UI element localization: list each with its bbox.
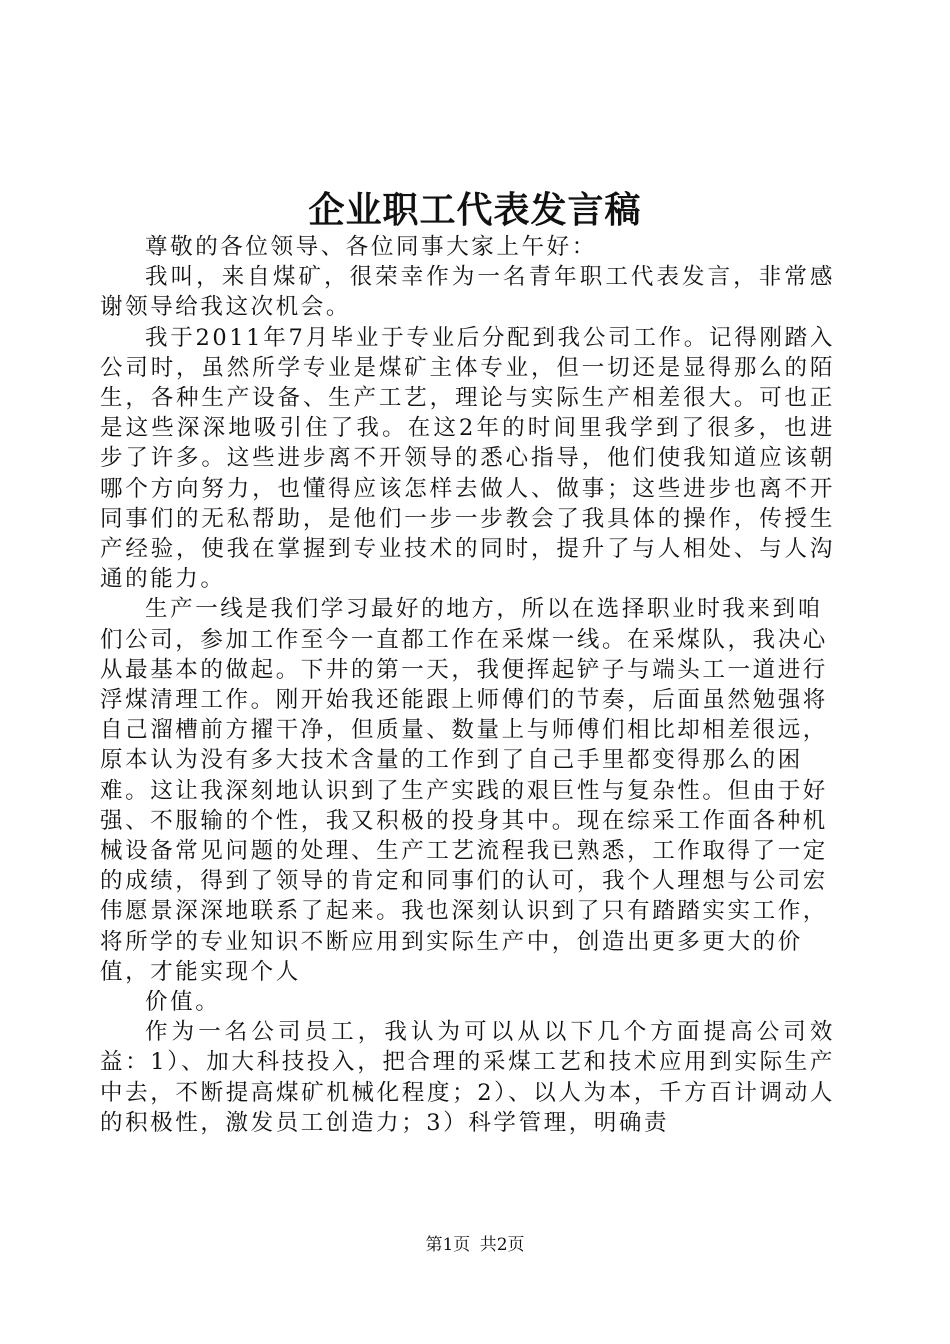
page-total: 共2页: [479, 1235, 525, 1255]
paragraph-frontline: 生产一线是我们学习最好的地方，所以在选择职业时我来到咱们公司，参加工作至今一直都工作在采煤一线。在采煤队，我决心从最基本的做起。下井的第一天，我便挥起铲子与端头工一道进行浮煤清理工作。刚开始我还能跟上师傅们的节奏，后面虽然勉强将自己溜槽前方擢干净，但质量、数量上与师傅们相比却相差很远，原本认为没有多大技术含量的工作到了自己手里都变得那么的困难。这让我深刻地认识到了生产实践的艰巨性与复杂性。但由于好强、不服输的个性，我又积极的投身其中。现在综采工作面各种机械设备常见问题的处理、生产工艺流程我已熟悉，工作取得了一定的成绩，得到了领导的肯定和同事们的认可，我个人理想与公司宏伟愿景深深地联系了起来。我也深刻认识到了只有踏踏实实工作，将所学的专业知识不断应用到实际生产中，创造出更多更大的价值，才能实现个人: [100, 596, 828, 985]
paragraph-greeting: 尊敬的各位领导、各位同事大家上午好：: [145, 234, 597, 260]
paragraph-experience: 我于2011年7月毕业于专业后分配到我公司工作。记得刚踏入公司时，虽然所学专业是煤矿主体专业，但一切还是显得那么的陌生，各种生产设备、生产工艺，理论与实际生产相差很大。可也正是这些深深地吸引住了我。在这2年的时间里我学到了很多，也进步了许多。这些进步离不开领导的悉心指导，他们使我知道应该朝哪个方向努力，也懂得应该怎样去做人、做事；这些进步也离不开同事们的无私帮助，是他们一步一步教会了我具体的操作，传授生产经验，使我在掌握到专业技术的同时，提升了与人相处、与人沟通的能力。: [100, 324, 835, 593]
page-footer: [0, 1234, 950, 1256]
paragraph-value: 价值。: [145, 989, 221, 1016]
document-title: 企业职工代表发言稿: [308, 189, 642, 231]
document-body: [100, 232, 835, 1138]
page-number: 第1页: [425, 1235, 471, 1255]
paragraph-suggestions: 作为一名公司员工，我认为可以从以下几个方面提高公司效益：1）、加大科技投入，把合理的采煤工艺和技术应用到实际生产中去，不断提高煤矿机械化程度；2）、以人为本，千方百计调动人的积极性，激发员工创造力；3）科学管理，明确责: [100, 1019, 835, 1136]
paragraph-introduction: 我叫，来自煤矿，很荣幸作为一名青年职工代表发言，非常感谢领导给我这次机会。: [100, 264, 835, 321]
